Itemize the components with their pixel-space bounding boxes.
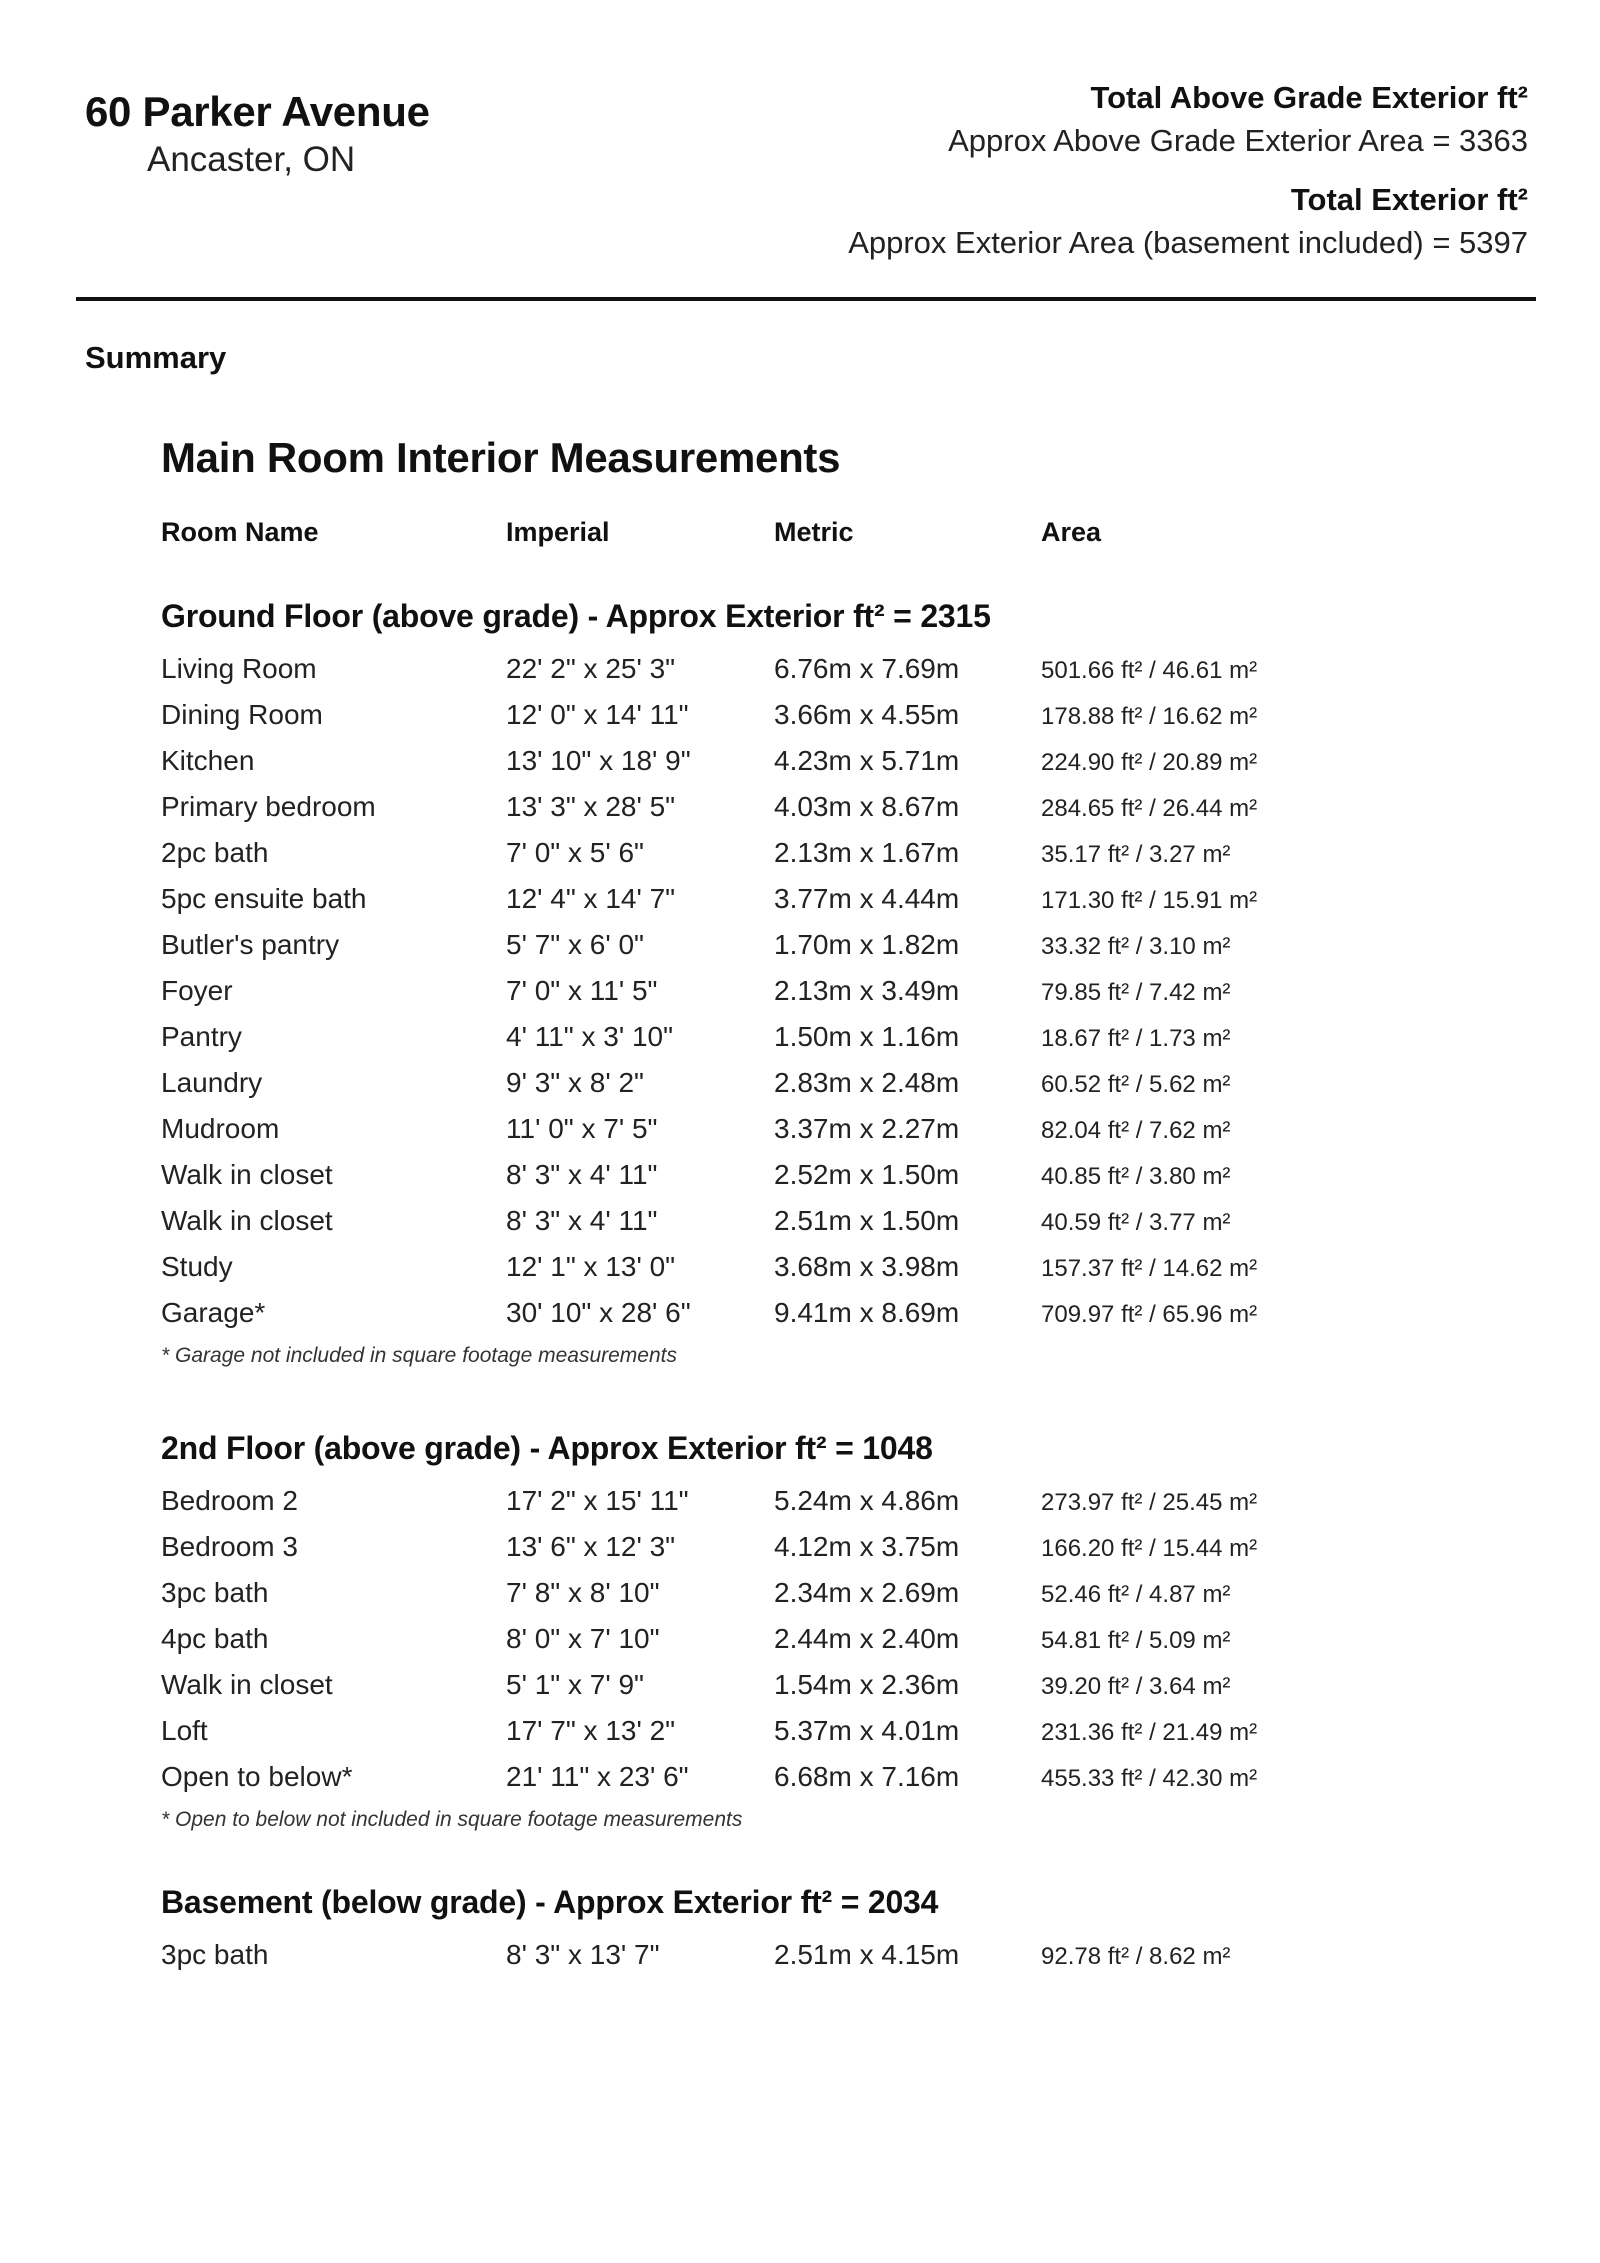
cell-imperial: 4' 11" x 3' 10" xyxy=(506,1021,674,1052)
table-row xyxy=(161,1060,1411,1106)
cell-room-name: Walk in closet xyxy=(161,1669,333,1700)
cell-room-name: Walk in closet xyxy=(161,1159,333,1190)
column-header-area: Area xyxy=(1041,517,1102,547)
second-floor-section xyxy=(161,1426,1411,1840)
section-title: Ground Floor (above grade) - Approx Exterior ft² = 2315 xyxy=(161,598,991,634)
table-row xyxy=(161,1290,1411,1336)
property-header xyxy=(85,86,430,182)
cell-metric: 2.52m x 1.50m xyxy=(774,1159,960,1190)
section-footnote: * Garage not included in square footage measurements xyxy=(161,1344,677,1367)
cell-metric: 2.51m x 4.15m xyxy=(774,1939,960,1970)
cell-metric: 2.13m x 3.49m xyxy=(774,975,960,1006)
table-row xyxy=(161,1570,1411,1616)
cell-imperial: 13' 3" x 28' 5" xyxy=(506,791,676,822)
cell-imperial: 12' 1" x 13' 0" xyxy=(506,1251,676,1282)
header-divider xyxy=(76,297,1536,301)
cell-imperial: 22' 2" x 25' 3" xyxy=(506,653,676,684)
cell-imperial: 12' 4" x 14' 7" xyxy=(506,883,676,914)
table-row xyxy=(161,1524,1411,1570)
table-row xyxy=(161,1932,1411,1978)
column-headers xyxy=(161,512,1411,552)
cell-room-name: 4pc bath xyxy=(161,1623,269,1654)
column-header-metric: Metric xyxy=(774,517,854,547)
cell-room-name: 5pc ensuite bath xyxy=(161,883,367,914)
cell-imperial: 13' 6" x 12' 3" xyxy=(506,1531,676,1562)
cell-imperial: 7' 8" x 8' 10" xyxy=(506,1577,660,1608)
measurements-block xyxy=(161,428,1411,1978)
cell-area: 284.65 ft² / 26.44 m² xyxy=(1041,795,1258,822)
cell-room-name: 2pc bath xyxy=(161,837,269,868)
cell-room-name: Foyer xyxy=(161,975,233,1006)
table-row xyxy=(161,1662,1411,1708)
cell-metric: 5.37m x 4.01m xyxy=(774,1715,960,1746)
cell-area: 178.88 ft² / 16.62 m² xyxy=(1041,703,1258,730)
cell-area: 54.81 ft² / 5.09 m² xyxy=(1041,1627,1231,1654)
cell-room-name: Pantry xyxy=(161,1021,242,1052)
cell-area: 455.33 ft² / 42.30 m² xyxy=(1041,1765,1258,1792)
table-row xyxy=(161,738,1411,784)
property-address: 60 Parker Avenue xyxy=(85,88,430,135)
cell-area: 60.52 ft² / 5.62 m² xyxy=(1041,1071,1231,1098)
table-row xyxy=(161,692,1411,738)
cell-imperial: 8' 3" x 13' 7" xyxy=(506,1939,660,1970)
floor-sections xyxy=(161,594,1411,1978)
cell-imperial: 9' 3" x 8' 2" xyxy=(506,1067,644,1098)
cell-room-name: Mudroom xyxy=(161,1113,280,1144)
table-row xyxy=(161,968,1411,1014)
cell-area: 18.67 ft² / 1.73 m² xyxy=(1041,1025,1231,1052)
table-row xyxy=(161,1152,1411,1198)
cell-metric: 3.66m x 4.55m xyxy=(774,699,960,730)
cell-room-name: Living Room xyxy=(161,653,317,684)
cell-area: 79.85 ft² / 7.42 m² xyxy=(1041,979,1231,1006)
cell-area: 709.97 ft² / 65.96 m² xyxy=(1041,1301,1258,1328)
cell-imperial: 8' 0" x 7' 10" xyxy=(506,1623,660,1654)
cell-room-name: 3pc bath xyxy=(161,1939,269,1970)
cell-area: 501.66 ft² / 46.61 m² xyxy=(1041,657,1258,684)
cell-imperial: 8' 3" x 4' 11" xyxy=(506,1205,658,1236)
cell-area: 224.90 ft² / 20.89 m² xyxy=(1041,749,1258,776)
cell-room-name: Kitchen xyxy=(161,745,255,776)
cell-imperial: 7' 0" x 5' 6" xyxy=(506,837,644,868)
cell-imperial: 5' 7" x 6' 0" xyxy=(506,929,644,960)
cell-room-name: Dining Room xyxy=(161,699,323,730)
cell-room-name: Loft xyxy=(161,1715,208,1746)
cell-room-name: 3pc bath xyxy=(161,1577,269,1608)
cell-area: 273.97 ft² / 25.45 m² xyxy=(1041,1489,1258,1516)
ground-floor-section xyxy=(161,594,1411,1376)
column-header-imperial: Imperial xyxy=(506,517,610,547)
cell-room-name: Garage* xyxy=(161,1297,266,1328)
cell-room-name: Walk in closet xyxy=(161,1205,333,1236)
cell-room-name: Open to below* xyxy=(161,1761,353,1792)
above-grade-value: Approx Above Grade Exterior Area = 3363 xyxy=(948,123,1528,158)
cell-imperial: 21' 11" x 23' 6" xyxy=(506,1761,689,1792)
summary-heading: Summary xyxy=(85,340,227,375)
cell-metric: 3.77m x 4.44m xyxy=(774,883,960,914)
cell-area: 40.59 ft² / 3.77 m² xyxy=(1041,1209,1231,1236)
measurements-title: Main Room Interior Measurements xyxy=(161,434,841,481)
cell-imperial: 11' 0" x 7' 5" xyxy=(506,1113,658,1144)
cell-metric: 2.51m x 1.50m xyxy=(774,1205,960,1236)
cell-imperial: 13' 10" x 18' 9" xyxy=(506,745,691,776)
table-row xyxy=(161,876,1411,922)
cell-room-name: Butler's pantry xyxy=(161,929,340,960)
table-row xyxy=(161,1014,1411,1060)
table-row xyxy=(161,646,1411,692)
cell-metric: 3.68m x 3.98m xyxy=(774,1251,960,1282)
cell-area: 166.20 ft² / 15.44 m² xyxy=(1041,1535,1258,1562)
cell-room-name: Primary bedroom xyxy=(161,791,376,822)
cell-metric: 1.54m x 2.36m xyxy=(774,1669,960,1700)
total-exterior-title: Total Exterior ft² xyxy=(1290,182,1528,217)
column-header-room-name: Room Name xyxy=(161,517,319,547)
cell-imperial: 30' 10" x 28' 6" xyxy=(506,1297,691,1328)
basement-section xyxy=(161,1880,1411,1978)
cell-area: 40.85 ft² / 3.80 m² xyxy=(1041,1163,1231,1190)
table-row xyxy=(161,1708,1411,1754)
above-grade-title: Total Above Grade Exterior ft² xyxy=(1090,80,1528,115)
cell-metric: 4.23m x 5.71m xyxy=(774,745,960,776)
cell-room-name: Study xyxy=(161,1251,233,1282)
cell-imperial: 17' 2" x 15' 11" xyxy=(506,1485,689,1516)
cell-metric: 4.12m x 3.75m xyxy=(774,1531,960,1562)
cell-room-name: Bedroom 3 xyxy=(161,1531,298,1562)
cell-metric: 1.50m x 1.16m xyxy=(774,1021,960,1052)
cell-metric: 2.34m x 2.69m xyxy=(774,1577,960,1608)
section-footnote: * Open to below not included in square footage measurements xyxy=(161,1808,743,1831)
table-row xyxy=(161,784,1411,830)
spacer xyxy=(848,164,1528,180)
cell-metric: 6.68m x 7.16m xyxy=(774,1761,960,1792)
cell-imperial: 5' 1" x 7' 9" xyxy=(506,1669,644,1700)
cell-metric: 2.44m x 2.40m xyxy=(774,1623,960,1654)
section-title: 2nd Floor (above grade) - Approx Exterior ft² = 1048 xyxy=(161,1430,933,1466)
cell-imperial: 17' 7" x 13' 2" xyxy=(506,1715,676,1746)
section-title: Basement (below grade) - Approx Exterior ft² = 2034 xyxy=(161,1884,939,1920)
cell-room-name: Bedroom 2 xyxy=(161,1485,298,1516)
cell-area: 231.36 ft² / 21.49 m² xyxy=(1041,1719,1258,1746)
cell-imperial: 7' 0" x 11' 5" xyxy=(506,975,658,1006)
cell-metric: 2.83m x 2.48m xyxy=(774,1067,960,1098)
cell-metric: 6.76m x 7.69m xyxy=(774,653,960,684)
cell-metric: 9.41m x 8.69m xyxy=(774,1297,960,1328)
cell-metric: 2.13m x 1.67m xyxy=(774,837,960,868)
table-row xyxy=(161,922,1411,968)
cell-metric: 3.37m x 2.27m xyxy=(774,1113,960,1144)
table-row xyxy=(161,1754,1411,1800)
cell-area: 92.78 ft² / 8.62 m² xyxy=(1041,1943,1231,1970)
cell-area: 33.32 ft² / 3.10 m² xyxy=(1041,933,1231,960)
cell-imperial: 8' 3" x 4' 11" xyxy=(506,1159,658,1190)
cell-area: 35.17 ft² / 3.27 m² xyxy=(1041,841,1231,868)
cell-area: 52.46 ft² / 4.87 m² xyxy=(1041,1581,1231,1608)
table-row xyxy=(161,830,1411,876)
table-row xyxy=(161,1198,1411,1244)
area-totals xyxy=(848,78,1528,266)
cell-metric: 5.24m x 4.86m xyxy=(774,1485,960,1516)
table-row xyxy=(161,1244,1411,1290)
cell-metric: 1.70m x 1.82m xyxy=(774,929,960,960)
table-row xyxy=(161,1106,1411,1152)
total-exterior-value: Approx Exterior Area (basement included) = 5397 xyxy=(848,225,1528,260)
cell-area: 39.20 ft² / 3.64 m² xyxy=(1041,1673,1231,1700)
property-city: Ancaster, ON xyxy=(147,140,356,179)
cell-imperial: 12' 0" x 14' 11" xyxy=(506,699,689,730)
cell-area: 157.37 ft² / 14.62 m² xyxy=(1041,1255,1258,1282)
cell-metric: 4.03m x 8.67m xyxy=(774,791,960,822)
cell-area: 82.04 ft² / 7.62 m² xyxy=(1041,1117,1231,1144)
table-row xyxy=(161,1616,1411,1662)
table-row xyxy=(161,1478,1411,1524)
cell-room-name: Laundry xyxy=(161,1067,263,1098)
cell-area: 171.30 ft² / 15.91 m² xyxy=(1041,887,1258,914)
